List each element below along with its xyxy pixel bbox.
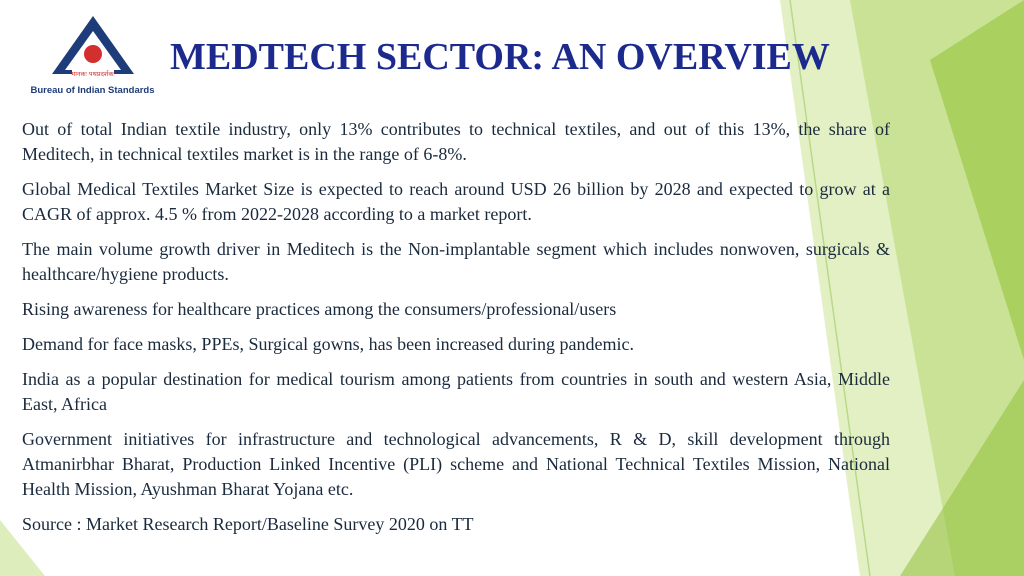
paragraph-pandemic-demand: Demand for face masks, PPEs, Surgical gowns, has been increased during pandemic. xyxy=(22,334,635,354)
bis-emblem-icon xyxy=(48,14,138,84)
paragraph-medical-tourism: India as a popular destination for medical tourism among patients from countries in south and western Asia, Middle East, Africa xyxy=(22,369,890,414)
slide-content xyxy=(22,117,890,547)
slide-title: MEDTECH SECTOR: AN OVERVIEW xyxy=(170,36,830,78)
logo-caption: Bureau of Indian Standards xyxy=(30,85,155,96)
paragraph-government-initiatives: Government initiatives for infrastructure and technological advancements, R & D, skill development through Atmanirbhar Bharat, Production Linked Incentive (PLI) scheme and National Technical Textiles Mission, National Health Mission, Ayushman Bharat Yojana etc. xyxy=(22,429,890,499)
paragraph-source: Source : Market Research Report/Baseline Survey 2020 on TT xyxy=(22,514,474,534)
paragraph-awareness: Rising awareness for healthcare practices among the consumers/professional/users xyxy=(22,299,617,319)
paragraph-textile-share: Out of total Indian textile industry, only 13% contributes to technical textiles, and out of this 13%, the share of Meditech, in technical textiles market is in the range of 6-8%. xyxy=(22,119,890,164)
bis-logo xyxy=(30,14,155,104)
logo-emblem-text: मानकः पथप्रदर्शकः xyxy=(70,70,115,78)
paragraph-market-size: Global Medical Textiles Market Size is expected to reach around USD 26 billion by 2028 and expected to grow at a CAGR of approx. 4.5 % from 2022-2028 according to a market report. xyxy=(22,179,890,224)
paragraph-growth-driver: The main volume growth driver in Meditech is the Non-implantable segment which includes nonwoven, surgicals & healthcare/hygiene products. xyxy=(22,239,890,284)
